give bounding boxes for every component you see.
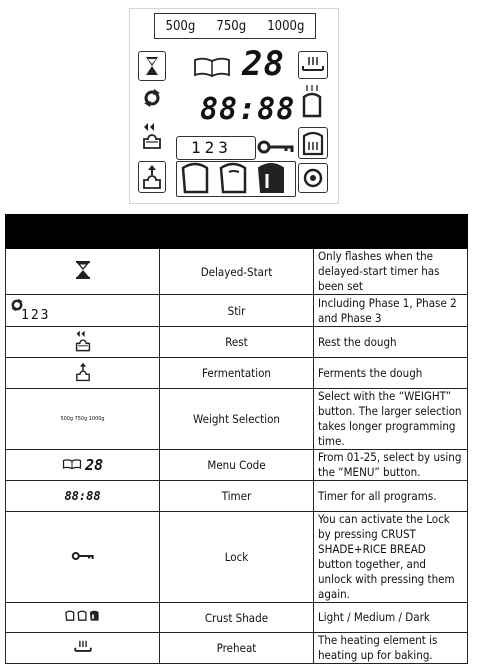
bake-icon bbox=[301, 83, 323, 123]
row-desc: Select with the “WEIGHT” button. The larger selection takes longer programming time. bbox=[314, 389, 468, 450]
timer-digits: 88:88 bbox=[64, 489, 101, 503]
crust-shade-icons bbox=[64, 610, 102, 622]
row-desc: Rest the dough bbox=[314, 327, 468, 358]
fermentation-icon bbox=[73, 360, 93, 384]
row-name: Preheat bbox=[160, 633, 314, 664]
stir-phase-box bbox=[176, 136, 256, 160]
fermentation-cell bbox=[6, 358, 160, 389]
row-name: Stir bbox=[160, 295, 314, 327]
rest-icon bbox=[72, 329, 94, 353]
row-name: Timer bbox=[160, 481, 314, 512]
table-row bbox=[6, 481, 468, 512]
table-row bbox=[6, 389, 468, 450]
preheat-cell bbox=[6, 633, 160, 664]
row-desc: From 01-25, select by using the “MENU” button. bbox=[314, 450, 468, 481]
timer-cell bbox=[6, 481, 160, 512]
row-name: Fermentation bbox=[160, 358, 314, 389]
weight-selection-display bbox=[154, 13, 316, 39]
stir-icon bbox=[142, 88, 162, 112]
stir-phase-text: 123 bbox=[21, 308, 51, 323]
weight-1000: 1000g bbox=[267, 18, 305, 34]
table-header-bar bbox=[6, 215, 468, 249]
icon-legend-table bbox=[5, 214, 468, 664]
keep-warm-box bbox=[298, 127, 328, 159]
hourglass-icon bbox=[73, 260, 93, 280]
menu-code-cell bbox=[6, 450, 160, 481]
lock-key-icon bbox=[70, 550, 96, 562]
crust-shade-icons bbox=[177, 162, 295, 196]
table-row bbox=[6, 603, 468, 633]
power-box bbox=[298, 163, 328, 193]
table-row bbox=[6, 295, 468, 327]
row-desc: Light / Medium / Dark bbox=[314, 603, 468, 633]
crust-shade-cell bbox=[6, 603, 160, 633]
row-desc: You can activate the Lock by pressing CRUST SHADE+RICE BREAD button together, and unlock with pressing them again. bbox=[314, 512, 468, 603]
keep-warm-icon bbox=[299, 128, 327, 158]
row-desc: Including Phase 1, Phase 2 and Phase 3 bbox=[314, 295, 468, 327]
row-name: Menu Code bbox=[160, 450, 314, 481]
table-row bbox=[6, 327, 468, 358]
crust-shade-box bbox=[176, 161, 296, 197]
table-row bbox=[6, 633, 468, 664]
table-row bbox=[6, 358, 468, 389]
control-panel-diagram bbox=[129, 8, 339, 204]
menu-code-display: 28 bbox=[242, 44, 285, 84]
row-name: Delayed-Start bbox=[160, 249, 314, 295]
preheat-icon bbox=[71, 640, 95, 654]
delayed-start-box bbox=[138, 51, 166, 81]
fermentation-box bbox=[138, 161, 166, 193]
table-row bbox=[6, 450, 468, 481]
fermentation-icon bbox=[139, 162, 165, 192]
weight-icon-text: 500g 750g 1000g bbox=[6, 389, 160, 450]
preheat-icon bbox=[299, 52, 327, 78]
menu-book-icon bbox=[62, 458, 82, 470]
stir-phase-digits: 123 bbox=[191, 138, 232, 157]
preheat-box bbox=[298, 51, 328, 79]
table-row bbox=[6, 512, 468, 603]
row-name: Rest bbox=[160, 327, 314, 358]
power-circle-icon bbox=[299, 164, 327, 192]
timer-display: 88:88 bbox=[200, 92, 296, 127]
rest-cell bbox=[6, 327, 160, 358]
row-name: Weight Selection bbox=[160, 389, 314, 450]
menu-book-icon bbox=[192, 56, 232, 82]
rest-icon bbox=[140, 121, 164, 155]
row-desc: Timer for all programs. bbox=[314, 481, 468, 512]
row-name: Lock bbox=[160, 512, 314, 603]
timer-box bbox=[200, 91, 296, 129]
weight-500: 500g bbox=[165, 18, 196, 34]
lock-key-icon bbox=[256, 137, 296, 161]
row-desc: The heating element is heating up for baking. bbox=[314, 633, 468, 664]
row-desc: Only flashes when the delayed-start timer has been set bbox=[314, 249, 468, 295]
hourglass-icon bbox=[139, 52, 165, 80]
table-row bbox=[6, 249, 468, 295]
row-name: Crust Shade bbox=[160, 603, 314, 633]
stir-cell bbox=[6, 295, 160, 327]
weight-750: 750g bbox=[216, 18, 247, 34]
lock-cell bbox=[6, 512, 160, 603]
menu-code-digits: 28 bbox=[85, 456, 104, 474]
delayed-start-cell bbox=[6, 249, 160, 295]
row-desc: Ferments the dough bbox=[314, 358, 468, 389]
